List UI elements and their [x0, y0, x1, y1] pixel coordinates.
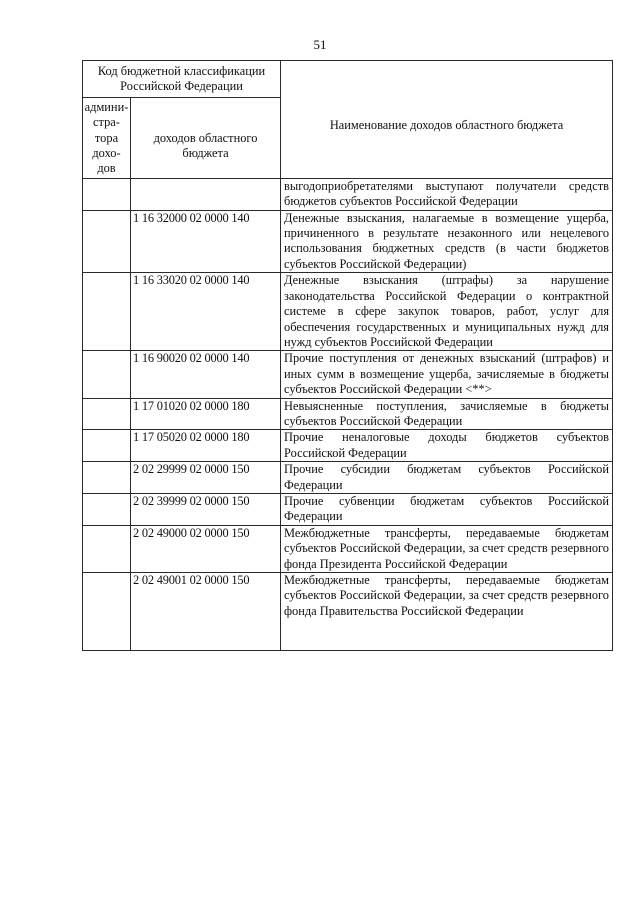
code-cell: 2 02 49000 02 0000 150 — [131, 525, 281, 572]
table-row — [83, 398, 613, 430]
name-cell: Прочие поступления от денежных взысканий (штрафов) и иных сумм в возмещение ущерба, зачисляемые в бюджеты субъектов Российской Федерации <**> — [281, 351, 613, 398]
table-row — [83, 351, 613, 398]
code-cell: 1 16 33020 02 0000 140 — [131, 273, 281, 351]
admin-cell — [83, 573, 131, 651]
header-income-code: доходов областного бюджета — [131, 97, 281, 178]
table-row — [83, 430, 613, 462]
admin-cell — [83, 178, 131, 210]
admin-cell — [83, 493, 131, 525]
table-row — [83, 525, 613, 572]
table-row — [83, 493, 613, 525]
name-cell: Прочие субсидии бюджетам субъектов Российской Федерации — [281, 462, 613, 494]
header-budget-code-group: Код бюджетной классификации Российской Федерации — [83, 61, 281, 98]
name-cell: Прочие неналоговые доходы бюджетов субъектов Российской Федерации — [281, 430, 613, 462]
name-cell: Прочие субвенции бюджетам субъектов Российской Федерации — [281, 493, 613, 525]
admin-cell — [83, 351, 131, 398]
name-cell: Денежные взыскания (штрафы) за нарушение законодательства Российской Федерации о контрактной системе в сфере закупок товаров, работ, услуг для обеспечения государственных и муниципальных нужд для нужд субъектов Российской Федерации — [281, 273, 613, 351]
code-cell: 2 02 49001 02 0000 150 — [131, 573, 281, 651]
page-number: 51 — [313, 37, 327, 52]
code-cell: 1 16 32000 02 0000 140 — [131, 210, 281, 273]
table-row — [83, 178, 613, 210]
header-administrator: админи-стра-тора дохо-дов — [83, 97, 131, 178]
name-cell: Межбюджетные трансферты, передаваемые бюджетам субъектов Российской Федерации, за счет средств резервного фонда Президента Российской Федерации — [281, 525, 613, 572]
name-cell: Невыясненные поступления, зачисляемые в бюджеты субъектов Российской Федерации — [281, 398, 613, 430]
table-row — [83, 462, 613, 494]
name-cell: Межбюджетные трансферты, передаваемые бюджетам субъектов Российской Федерации, за счет средств резервного фонда Правительства Российской Федерации — [281, 573, 613, 651]
code-cell: 2 02 39999 02 0000 150 — [131, 493, 281, 525]
table-row — [83, 210, 613, 273]
code-cell: 1 16 90020 02 0000 140 — [131, 351, 281, 398]
name-cell: Денежные взыскания, налагаемые в возмещение ущерба, причиненного в результате незаконного или нецелевого использования бюджетных средств (в части бюджетов субъектов Российской Федерации) — [281, 210, 613, 273]
table-header-row-top — [83, 61, 613, 98]
admin-cell — [83, 430, 131, 462]
code-cell: 1 17 01020 02 0000 180 — [131, 398, 281, 430]
code-cell: 1 17 05020 02 0000 180 — [131, 430, 281, 462]
admin-cell — [83, 273, 131, 351]
name-cell: выгодоприобретателями выступают получатели средств бюджетов субъектов Российской Федерации — [281, 178, 613, 210]
admin-cell — [83, 210, 131, 273]
admin-cell — [83, 398, 131, 430]
admin-cell — [83, 462, 131, 494]
code-cell: 2 02 29999 02 0000 150 — [131, 462, 281, 494]
admin-cell — [83, 525, 131, 572]
code-cell — [131, 178, 281, 210]
budget-classification-table — [82, 60, 613, 651]
header-income-name: Наименование доходов областного бюджета — [281, 61, 613, 179]
table-row — [83, 573, 613, 651]
table-row — [83, 273, 613, 351]
